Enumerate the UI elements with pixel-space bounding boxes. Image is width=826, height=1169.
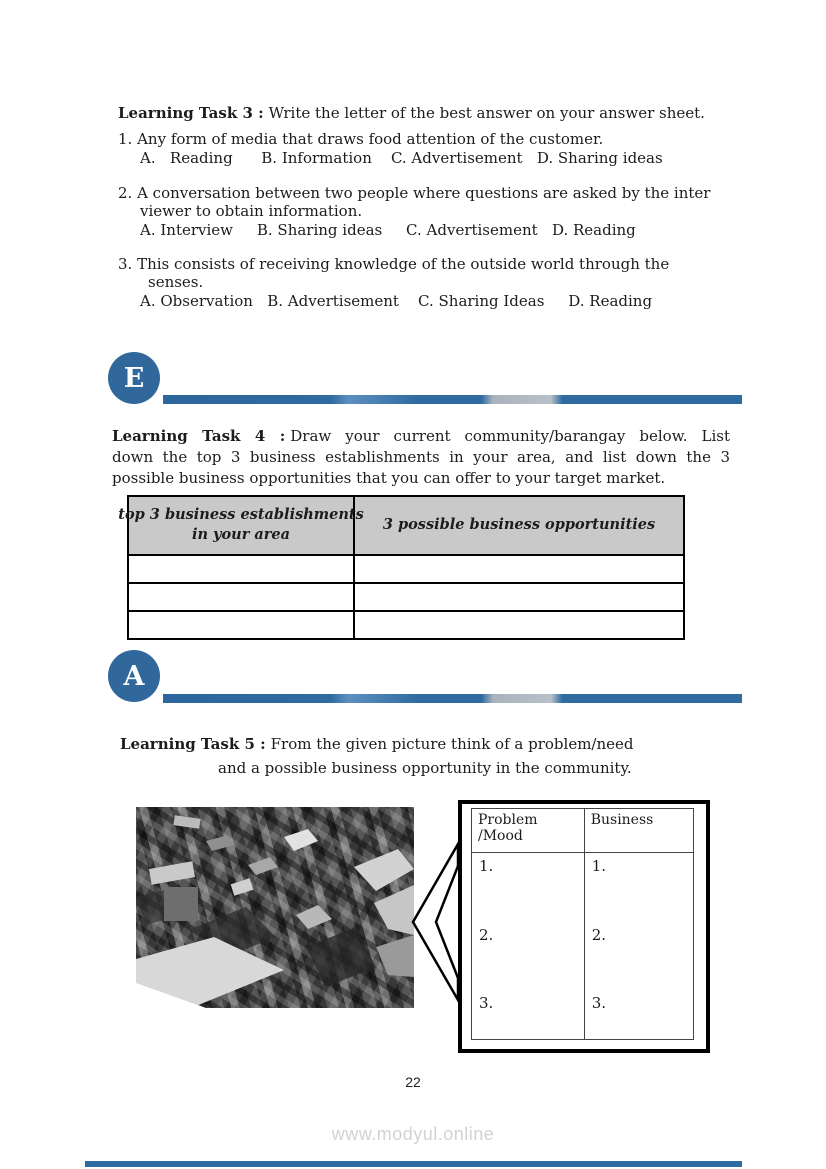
section-badge-a: A [108, 650, 160, 702]
left-arrow-icon [405, 836, 463, 1006]
task5-table-inner [471, 808, 694, 1040]
task5-col-business [585, 809, 693, 1039]
task4-col2-header: 3 possible business opportunities [382, 516, 656, 534]
task5-heading-text: From the given picture think of a problem/need [270, 735, 634, 753]
task5-col1-item: 3. [479, 994, 494, 1012]
task4-empty-row [129, 612, 683, 638]
task4-table [118, 495, 685, 640]
task4-col1-header: top 3 business establishments in your area [129, 497, 355, 554]
task3-heading [118, 104, 705, 122]
task5-col1-item: 2. [479, 926, 494, 944]
section-rule-e [163, 395, 742, 404]
task5-col2-header: Business [585, 809, 693, 853]
section-rule-a [163, 694, 742, 703]
task5-col2-item: 1. [591, 857, 607, 875]
task4-heading-label: Learning Task 4 : [112, 427, 286, 445]
task4-empty-row [129, 584, 683, 612]
question-1-options: A. Reading B. Information C. Advertisement D. Sharing ideas [140, 149, 663, 167]
photo-roof-shapes [136, 807, 414, 1008]
task5-col-problem [472, 809, 585, 1039]
community-settlement-photo [136, 807, 414, 1008]
question-3-line2: senses. [148, 273, 204, 291]
task4-line2: down the top 3 business establishments in your area, and list down the 3 [112, 448, 730, 466]
section-badge-e: E [108, 352, 160, 404]
question-2: 2. A conversation between two people where questions are asked by the inter [118, 184, 711, 202]
task4-empty-row [129, 556, 683, 584]
task4-table-header-row [118, 497, 683, 556]
task5-col2-item: 3. [591, 994, 607, 1012]
watermark: www.modyul.online [331, 1124, 495, 1144]
footer-rule [85, 1161, 742, 1167]
task5-heading-line1 [120, 735, 634, 753]
task5-table [458, 800, 710, 1053]
task5-heading-line2: and a possible business opportunity in the community. [218, 759, 632, 777]
task5-col1-item: 1. [479, 857, 494, 875]
task5-col2-item: 2. [591, 926, 607, 944]
task4-heading-text: Draw your current community/barangay below. List [290, 427, 730, 445]
task5-heading-label: Learning Task 5 : [120, 735, 266, 753]
task3-heading-label: Learning Task 3 : [118, 104, 264, 122]
question-2-line2: viewer to obtain information. [140, 202, 363, 220]
task4-heading-line1 [112, 427, 730, 445]
question-1: 1. Any form of media that draws food attention of the customer. [118, 130, 604, 148]
question-3: 3. This consists of receiving knowledge of the outside world through the [118, 255, 670, 273]
task3-heading-text: Write the letter of the best answer on your answer sheet. [268, 104, 705, 122]
question-3-options: A. Observation B. Advertisement C. Sharing Ideas D. Reading [140, 292, 653, 310]
question-2-options: A. Interview B. Sharing ideas C. Advertisement D. Reading [140, 221, 636, 239]
task5-col1-header: Problem /Mood [472, 809, 584, 853]
page-number: 22 [405, 1074, 421, 1090]
task4-line3: possible business opportunities that you can offer to your target market. [112, 469, 666, 487]
